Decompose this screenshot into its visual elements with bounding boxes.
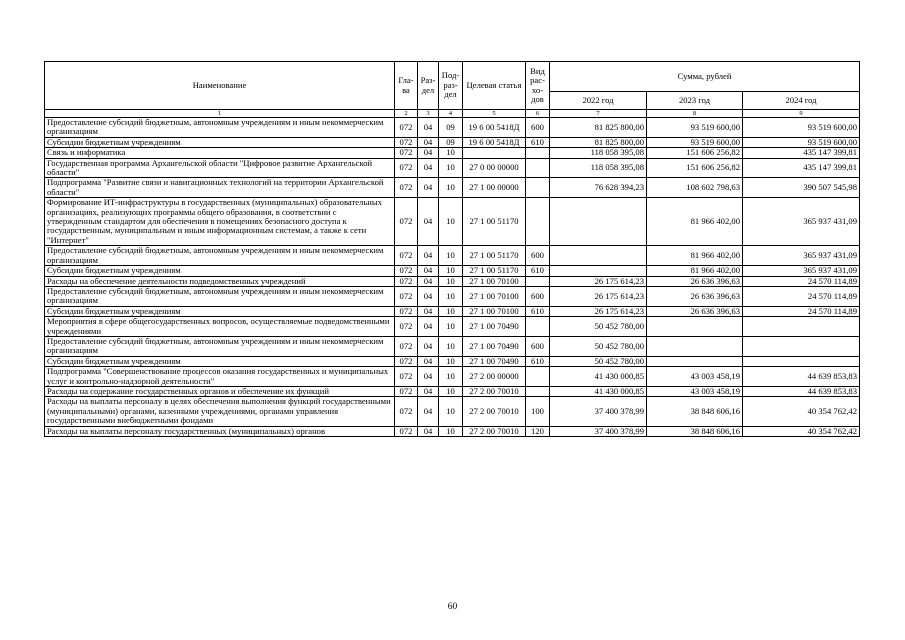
row-amount-2024: 44 639 853,83 [743, 386, 860, 396]
row-amount-2022: 81 825 800,00 [550, 137, 647, 147]
header-vid: Вид рас-хо-дов [526, 62, 550, 110]
row-podrazdel: 10 [439, 276, 463, 286]
row-amount-2024: 24 570 114,89 [743, 286, 860, 306]
row-expense-type [526, 367, 550, 387]
row-amount-2023: 151 606 256,82 [647, 148, 743, 158]
row-name: Расходы на содержание государственных органов и обеспечение их функций [45, 386, 395, 396]
row-amount-2024: 40 354 762,42 [743, 397, 860, 426]
table-row [45, 367, 860, 387]
table-row [45, 158, 860, 178]
row-amount-2023: 26 636 396,63 [647, 306, 743, 316]
row-podrazdel: 10 [439, 426, 463, 436]
row-expense-type: 120 [526, 426, 550, 436]
row-target-article: 27 2 00 70010 [463, 386, 526, 396]
row-amount-2024 [743, 356, 860, 366]
row-expense-type: 600 [526, 286, 550, 306]
row-razdel: 04 [418, 397, 439, 426]
row-name: Мероприятия в сфере общегосударственных вопросов, осуществляемые подведомственными учреждениями [45, 317, 395, 337]
header-year-2022: 2022 год [550, 92, 647, 110]
row-podrazdel: 10 [439, 336, 463, 356]
row-expense-type [526, 178, 550, 198]
row-expense-type: 600 [526, 336, 550, 356]
row-amount-2022: 26 175 614,23 [550, 286, 647, 306]
row-glava: 072 [395, 158, 418, 178]
row-amount-2023: 81 966 402,00 [647, 198, 743, 246]
row-razdel: 04 [418, 276, 439, 286]
row-glava: 072 [395, 397, 418, 426]
row-razdel: 04 [418, 198, 439, 246]
header-glava: Гла-ва [395, 62, 418, 110]
row-amount-2023 [647, 356, 743, 366]
row-amount-2023 [647, 317, 743, 337]
column-number: 9 [743, 110, 860, 118]
row-amount-2024: 40 354 762,42 [743, 426, 860, 436]
row-name: Предоставление субсидий бюджетным, автономным учреждениям и иным некоммерческим организациям [45, 118, 395, 138]
row-expense-type: 610 [526, 306, 550, 316]
row-podrazdel: 10 [439, 317, 463, 337]
row-glava: 072 [395, 266, 418, 276]
row-razdel: 04 [418, 286, 439, 306]
header-name: Наименование [45, 62, 395, 110]
table-row [45, 286, 860, 306]
row-amount-2024: 435 147 399,81 [743, 158, 860, 178]
row-target-article: 19 6 00 5418Д [463, 137, 526, 147]
row-amount-2022 [550, 266, 647, 276]
table-row [45, 426, 860, 436]
row-expense-type [526, 198, 550, 246]
row-name: Расходы на обеспечение деятельности подведомственных учреждений [45, 276, 395, 286]
row-amount-2022: 50 452 780,00 [550, 317, 647, 337]
row-glava: 072 [395, 246, 418, 266]
row-amount-2024: 44 639 853,83 [743, 367, 860, 387]
row-name: Расходы на выплаты персоналу государственных (муниципальных) органов [45, 426, 395, 436]
row-glava: 072 [395, 367, 418, 387]
row-amount-2023: 43 003 458,19 [647, 367, 743, 387]
row-expense-type: 600 [526, 118, 550, 138]
row-name: Подпрограмма "Развитие связи и навигационных технологий на территории Архангельской области" [45, 178, 395, 198]
row-podrazdel: 10 [439, 286, 463, 306]
column-numbers-row [45, 110, 860, 118]
row-glava: 072 [395, 317, 418, 337]
row-amount-2023: 81 966 402,00 [647, 246, 743, 266]
row-name: Формирование ИТ-инфраструктуры в государственных (муниципальных) образовательных организациях, реализующих программы общего образования, в соответствии с утвержденным стандартом для обеспечения в помещениях безопасного доступа к государственным, муниципальным и иным информационным системам, а также к сети "Интернет" [45, 198, 395, 246]
row-amount-2023: 108 602 798,63 [647, 178, 743, 198]
row-amount-2022: 118 058 395,08 [550, 158, 647, 178]
row-expense-type [526, 148, 550, 158]
row-target-article: 27 1 00 70490 [463, 356, 526, 366]
column-number: 6 [526, 110, 550, 118]
row-target-article [463, 148, 526, 158]
row-razdel: 04 [418, 306, 439, 316]
row-glava: 072 [395, 426, 418, 436]
row-name: Субсидии бюджетным учреждениям [45, 266, 395, 276]
row-podrazdel: 10 [439, 246, 463, 266]
row-name: Подпрограмма "Совершенствование процессов оказания государственных и муниципальных услуг и контрольно-надзорной деятельности" [45, 367, 395, 387]
row-razdel: 04 [418, 426, 439, 436]
row-amount-2023: 38 848 606,16 [647, 397, 743, 426]
budget-table [44, 61, 860, 437]
row-amount-2023: 151 606 256,82 [647, 158, 743, 178]
row-name: Расходы на выплаты персоналу в целях обеспечения выполнения функций государственными (муниципальными) органами, казенными учреждениями, органами управления государственными внебюджетными фондами [45, 397, 395, 426]
row-amount-2024 [743, 317, 860, 337]
row-podrazdel: 10 [439, 266, 463, 276]
row-amount-2022: 76 628 394,23 [550, 178, 647, 198]
row-glava: 072 [395, 137, 418, 147]
row-razdel: 04 [418, 356, 439, 366]
table-row [45, 276, 860, 286]
row-target-article: 27 1 00 51170 [463, 246, 526, 266]
row-target-article: 27 1 00 70100 [463, 286, 526, 306]
row-glava: 072 [395, 386, 418, 396]
row-amount-2024: 365 937 431,09 [743, 266, 860, 276]
row-amount-2022: 41 430 000,85 [550, 367, 647, 387]
header-podrazdel: Под-раз-дел [439, 62, 463, 110]
row-expense-type: 610 [526, 137, 550, 147]
row-target-article: 27 1 00 70100 [463, 306, 526, 316]
row-target-article: 27 2 00 70010 [463, 426, 526, 436]
row-amount-2022 [550, 198, 647, 246]
row-expense-type: 610 [526, 266, 550, 276]
row-amount-2022: 50 452 780,00 [550, 336, 647, 356]
row-amount-2022: 81 825 800,00 [550, 118, 647, 138]
row-glava: 072 [395, 276, 418, 286]
row-target-article: 27 2 00 00000 [463, 367, 526, 387]
row-podrazdel: 10 [439, 356, 463, 366]
row-amount-2023: 43 003 458,19 [647, 386, 743, 396]
row-name: Предоставление субсидий бюджетным, автономным учреждениям и иным некоммерческим организациям [45, 286, 395, 306]
row-razdel: 04 [418, 158, 439, 178]
row-amount-2023: 93 519 600,00 [647, 118, 743, 138]
row-amount-2024: 24 570 114,89 [743, 306, 860, 316]
row-razdel: 04 [418, 317, 439, 337]
row-amount-2022 [550, 246, 647, 266]
row-expense-type [526, 158, 550, 178]
row-razdel: 04 [418, 266, 439, 276]
table-row [45, 137, 860, 147]
row-expense-type: 600 [526, 246, 550, 266]
column-number: 8 [647, 110, 743, 118]
header-year-2023: 2023 год [647, 92, 743, 110]
row-amount-2022: 37 400 378,99 [550, 397, 647, 426]
row-podrazdel: 10 [439, 397, 463, 426]
row-expense-type [526, 276, 550, 286]
row-amount-2023: 26 636 396,63 [647, 286, 743, 306]
table-row [45, 397, 860, 426]
row-target-article: 27 1 00 70100 [463, 276, 526, 286]
row-target-article: 27 0 00 00000 [463, 158, 526, 178]
column-number: 5 [463, 110, 526, 118]
row-expense-type [526, 386, 550, 396]
table-row [45, 306, 860, 316]
column-number: 1 [45, 110, 395, 118]
row-podrazdel: 10 [439, 367, 463, 387]
column-number: 7 [550, 110, 647, 118]
row-razdel: 04 [418, 367, 439, 387]
row-expense-type [526, 317, 550, 337]
column-number: 2 [395, 110, 418, 118]
table-row [45, 118, 860, 138]
column-number: 4 [439, 110, 463, 118]
row-amount-2024: 435 147 399,81 [743, 148, 860, 158]
row-name: Предоставление субсидий бюджетным, автономным учреждениям и иным некоммерческим организациям [45, 246, 395, 266]
page-number: 60 [447, 602, 458, 612]
row-glava: 072 [395, 286, 418, 306]
row-name: Государственная программа Архангельской области "Цифровое развитие Архангельской области" [45, 158, 395, 178]
row-amount-2024: 24 570 114,89 [743, 276, 860, 286]
row-glava: 072 [395, 356, 418, 366]
row-podrazdel: 10 [439, 148, 463, 158]
row-podrazdel: 09 [439, 118, 463, 138]
row-amount-2023 [647, 336, 743, 356]
row-glava: 072 [395, 306, 418, 316]
row-name: Субсидии бюджетным учреждениям [45, 356, 395, 366]
table-row [45, 356, 860, 366]
row-amount-2022: 26 175 614,23 [550, 306, 647, 316]
row-podrazdel: 10 [439, 306, 463, 316]
row-amount-2022: 26 175 614,23 [550, 276, 647, 286]
row-target-article: 27 2 00 70010 [463, 397, 526, 426]
row-amount-2024: 365 937 431,09 [743, 198, 860, 246]
row-razdel: 04 [418, 336, 439, 356]
table-row [45, 148, 860, 158]
row-podrazdel: 10 [439, 198, 463, 246]
row-target-article: 27 1 00 51170 [463, 198, 526, 246]
row-podrazdel: 10 [439, 386, 463, 396]
row-amount-2024: 93 519 600,00 [743, 137, 860, 147]
row-target-article: 27 1 00 51170 [463, 266, 526, 276]
header-year-2024: 2024 год [743, 92, 860, 110]
header-sum: Сумма, рублей [550, 62, 860, 92]
header-statya: Целевая статья [463, 62, 526, 110]
row-amount-2022: 37 400 378,99 [550, 426, 647, 436]
row-glava: 072 [395, 198, 418, 246]
row-expense-type: 610 [526, 356, 550, 366]
row-razdel: 04 [418, 148, 439, 158]
row-amount-2023: 81 966 402,00 [647, 266, 743, 276]
row-podrazdel: 10 [439, 178, 463, 198]
row-glava: 072 [395, 336, 418, 356]
row-glava: 072 [395, 178, 418, 198]
table-row [45, 198, 860, 246]
table-row [45, 386, 860, 396]
row-name: Субсидии бюджетным учреждениям [45, 137, 395, 147]
row-target-article: 27 1 00 70490 [463, 336, 526, 356]
row-target-article: 27 1 00 70490 [463, 317, 526, 337]
table-row [45, 336, 860, 356]
row-podrazdel: 10 [439, 158, 463, 178]
row-podrazdel: 09 [439, 137, 463, 147]
row-glava: 072 [395, 148, 418, 158]
row-razdel: 04 [418, 118, 439, 138]
row-amount-2023: 93 519 600,00 [647, 137, 743, 147]
row-amount-2024: 365 937 431,09 [743, 246, 860, 266]
row-target-article: 19 6 00 5418Д [463, 118, 526, 138]
row-razdel: 04 [418, 386, 439, 396]
row-name: Субсидии бюджетным учреждениям [45, 306, 395, 316]
row-razdel: 04 [418, 246, 439, 266]
row-target-article: 27 1 00 00000 [463, 178, 526, 198]
row-amount-2023: 26 636 396,63 [647, 276, 743, 286]
row-amount-2024: 390 507 545,98 [743, 178, 860, 198]
table-row [45, 246, 860, 266]
row-amount-2022: 50 452 780,00 [550, 356, 647, 366]
row-razdel: 04 [418, 178, 439, 198]
column-number: 3 [418, 110, 439, 118]
row-razdel: 04 [418, 137, 439, 147]
row-name: Предоставление субсидий бюджетным, автономным учреждениям и иным некоммерческим организациям [45, 336, 395, 356]
table-row [45, 178, 860, 198]
row-amount-2023: 38 848 606,16 [647, 426, 743, 436]
row-expense-type: 100 [526, 397, 550, 426]
table-row [45, 266, 860, 276]
table-row [45, 317, 860, 337]
row-amount-2024 [743, 336, 860, 356]
row-name: Связь и информатика [45, 148, 395, 158]
row-amount-2022: 41 430 000,85 [550, 386, 647, 396]
row-amount-2022: 118 058 395,08 [550, 148, 647, 158]
row-glava: 072 [395, 118, 418, 138]
header-razdel: Раз-дел [418, 62, 439, 110]
row-amount-2024: 93 519 600,00 [743, 118, 860, 138]
